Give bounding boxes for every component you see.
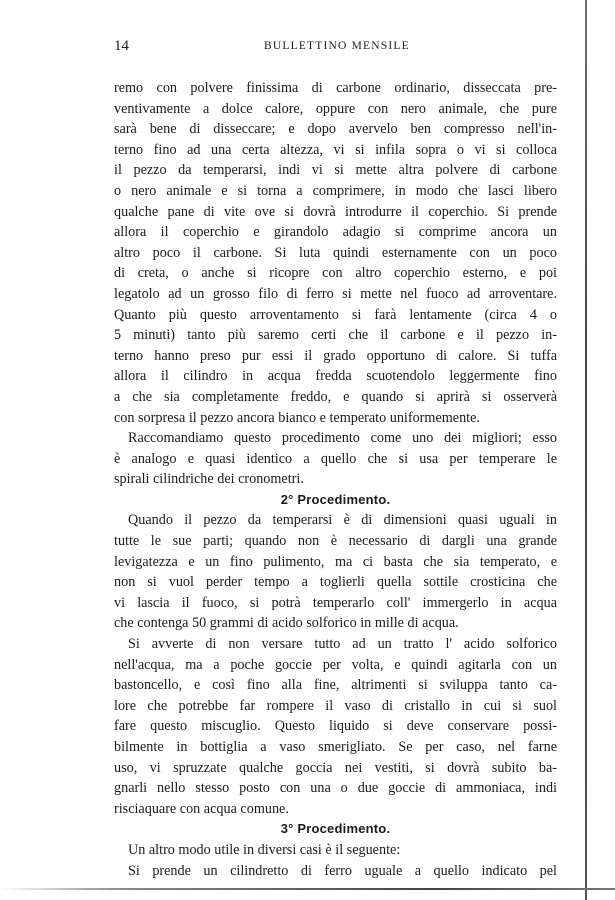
paragraph bbox=[114, 78, 557, 428]
running-title: BULLETTINO MENSILE bbox=[264, 40, 410, 52]
text-line: Un altro modo utile in diversi casi è il seguente: bbox=[128, 841, 401, 858]
page-bottom-edge bbox=[0, 888, 615, 890]
text-line: uso, vi spruzzate qualche goccia nei vestiti, si dovrà subito ba- bbox=[114, 759, 557, 776]
text-line: che contenga 50 grammi di acido solforico in mille di acqua. bbox=[114, 615, 459, 632]
text-line: Si avverte di non versare tutto ad un tratto l' acido solforico bbox=[128, 636, 557, 653]
page-edge-shadow bbox=[585, 0, 587, 900]
text-line: sarà bene di disseccare; e dopo avervelo ben compresso nell'in- bbox=[114, 121, 557, 138]
text-line: di creta, o anche si ricopre con altro coperchio esterno, e poi bbox=[114, 265, 557, 282]
text-line: è analogo e quasi identico a quello che si usa per temperare le bbox=[114, 450, 557, 467]
paragraph bbox=[114, 428, 557, 490]
text-line: 5 minuti) tanto più saremo certi che il carbone e il pezzo in- bbox=[114, 327, 557, 344]
text-line: bilmente in bottiglia a vaso smerigliato. Se per caso, nel farne bbox=[114, 739, 557, 755]
text-line: terno hanno preso pur essi il grado opportuno di calore. Si tuffa bbox=[114, 347, 557, 364]
section-heading: 2° Procedimento. bbox=[280, 491, 391, 507]
page-header bbox=[114, 38, 554, 58]
text-line: nell'acqua, ma a poche goccie per volta, e quindi agitarla con un bbox=[114, 656, 557, 673]
text-line: gnarli nello stesso posto con una o due goccie di ammoniaca, indi bbox=[114, 780, 557, 797]
text-line: allora il cilindro in acqua fredda scuotendolo leggermente fino bbox=[114, 368, 557, 385]
text-line: il pezzo da temperarsi, indi vi si mette altra polvere di carbone bbox=[114, 162, 557, 179]
text-line: spirali cilindriche dei cronometri. bbox=[114, 471, 304, 488]
text-line: fare questo miscuglio. Questo liquido si deve conservare possi- bbox=[114, 718, 557, 735]
text-line: tutte le sue parti; quando non è necessario di dargli una grande bbox=[114, 533, 557, 550]
text-line: remo con polvere finissima di carbone ordinario, disseccata pre- bbox=[114, 80, 557, 96]
text-line: Quando il pezzo da temperarsi è di dimensioni quasi uguali in bbox=[128, 512, 557, 529]
page-body bbox=[114, 78, 557, 881]
text-line: vi lascia il fuoco, si potrà temperarlo coll' immergerlo in acqua bbox=[114, 594, 557, 611]
section-heading: 3° Procedimento. bbox=[280, 821, 391, 837]
text-line: non si vuol perder tempo a toglierli quella sottile crosticina che bbox=[114, 574, 557, 591]
page-number: 14 bbox=[114, 38, 129, 54]
text-line: con sorpresa il pezzo ancora bianco e temperato uniformemente. bbox=[114, 409, 480, 426]
text-line: bastoncello, e così fino alla fine, altrimenti si sviluppa tanto ca- bbox=[114, 677, 557, 694]
paragraph bbox=[114, 840, 557, 881]
text-line: legatolo ad un grosso filo di ferro si mette nel fuoco ad arroventare. bbox=[114, 285, 557, 302]
text-line: lore che potrebbe far rompere il vaso di cristallo in cui si suol bbox=[114, 697, 557, 714]
text-line: allora il coperchio e girandolo adagio si comprime ancora un bbox=[114, 224, 557, 241]
text-line: Si prende un cilindretto di ferro uguale a quello indicato pel bbox=[128, 862, 557, 879]
text-line: o nero animale e si torna a comprimere, in modo che lasci libero bbox=[114, 182, 557, 199]
text-line: altro poco il carbone. Si luta quindi esternamente con un poco bbox=[114, 244, 557, 261]
text-line: qualche pane di vite ove si dovrà introdurre il coperchio. Si prende bbox=[114, 203, 557, 220]
paragraph bbox=[114, 634, 557, 819]
text-line: Raccomandiamo questo procedimento come uno dei migliori; esso bbox=[128, 430, 557, 447]
text-line: terno fino ad una certa altezza, vi si infila sopra o vi si colloca bbox=[114, 141, 557, 158]
text-line: a che sia completamente freddo, e quando si aprirà si osserverà bbox=[114, 388, 557, 405]
text-line: ventivamente a dolce calore, oppure con nero animale, che pure bbox=[114, 100, 557, 117]
text-line: levigatezza e un fino pulimento, ma ci basta che sia temperato, e bbox=[114, 553, 557, 570]
text-line: Quanto più questo arroventamento si farà lentamente (circa 4 o bbox=[114, 306, 557, 323]
paragraph bbox=[114, 510, 557, 634]
text-line: risciaquare con acqua comune. bbox=[114, 800, 289, 817]
